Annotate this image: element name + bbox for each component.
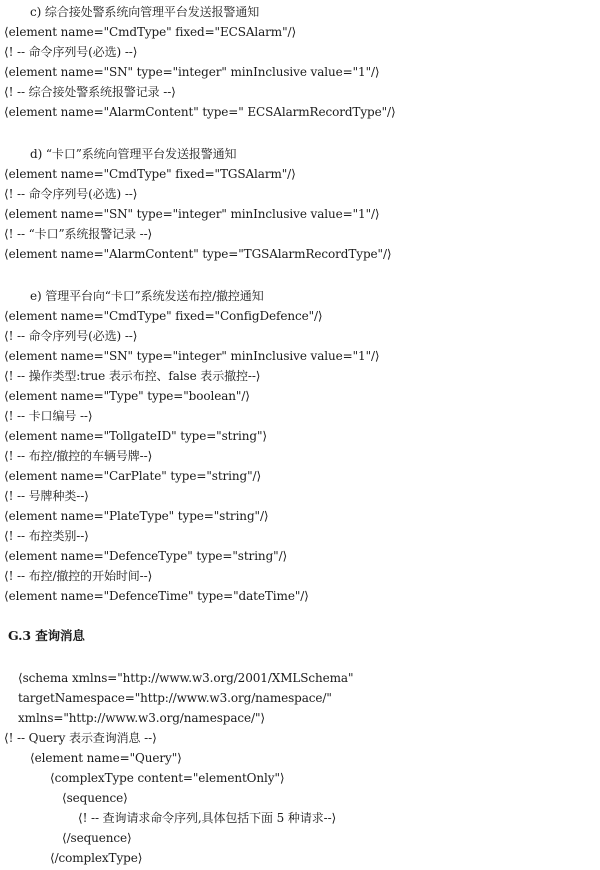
code-line: ⟨element name="Query"⟩ — [30, 751, 182, 765]
code-comment: ⟨! -- Query 表示查询消息 --⟩ — [4, 731, 157, 745]
section-heading-g3: G.3 查询消息 — [8, 628, 85, 643]
code-comment: ⟨! -- 综合接处警系统报警记录 --⟩ — [4, 85, 176, 99]
code-line: ⟨element name="CmdType" fixed="TGSAlarm"/⟩ — [4, 167, 296, 181]
code-line: ⟨element name="CarPlate" type="string"/⟩ — [4, 469, 262, 483]
code-line: xmlns="http://www.w3.org/namespace/"⟩ — [18, 711, 265, 725]
code-comment: ⟨! -- 布控/撤控的车辆号牌--⟩ — [4, 449, 153, 463]
code-line: ⟨element name="SN" type="integer" minInclusive value="1"/⟩ — [4, 65, 380, 79]
code-line: ⟨element name="CmdType" fixed="ConfigDefence"/⟩ — [4, 309, 323, 323]
code-line: ⟨element name="PlateType" type="string"/⟩ — [4, 509, 269, 523]
code-comment: ⟨! -- “卡口”系统报警记录 --⟩ — [4, 227, 153, 241]
code-line: ⟨element name="DefenceTime" type="dateTime"/⟩ — [4, 589, 309, 603]
subsection-heading-e: e) 管理平台向“卡口”系统发送布控/撤控通知 — [30, 289, 264, 303]
code-line: ⟨element name="DefenceType" type="string"/⟩ — [4, 549, 288, 563]
code-comment: ⟨! -- 布控/撤控的开始时间--⟩ — [4, 569, 153, 583]
code-comment: ⟨! -- 命令序列号(必选) --⟩ — [4, 45, 138, 59]
code-line: ⟨complexType content="elementOnly"⟩ — [50, 771, 285, 785]
subsection-heading-c: c) 综合接处警系统向管理平台发送报警通知 — [30, 5, 260, 19]
code-line: ⟨element name="CmdType" fixed="ECSAlarm"/⟩ — [4, 25, 297, 39]
code-comment: ⟨! -- 操作类型:true 表示布控、false 表示撤控--⟩ — [4, 369, 261, 383]
code-comment: ⟨! -- 号牌种类--⟩ — [4, 489, 89, 503]
code-line: ⟨element name="Type" type="boolean"/⟩ — [4, 389, 250, 403]
code-line: ⟨/complexType⟩ — [50, 851, 143, 865]
code-line: targetNamespace="http://www.w3.org/namespace/" — [18, 691, 332, 705]
code-line: ⟨element name="AlarmContent" type="TGSAlarmRecordType"/⟩ — [4, 247, 392, 261]
code-line: ⟨/sequence⟩ — [62, 831, 132, 845]
code-line: ⟨sequence⟩ — [62, 791, 128, 805]
code-line: ⟨schema xmlns="http://www.w3.org/2001/XMLSchema" — [18, 671, 354, 685]
code-comment: ⟨! -- 查询请求命令序列,具体包括下面 5 种请求--⟩ — [78, 811, 337, 825]
code-line: ⟨element name="SN" type="integer" minInclusive value="1"/⟩ — [4, 207, 380, 221]
code-line: ⟨element name="TollgateID" type="string"⟩ — [4, 429, 267, 443]
code-line: ⟨element name="AlarmContent" type=" ECSAlarmRecordType"/⟩ — [4, 105, 396, 119]
code-comment: ⟨! -- 命令序列号(必选) --⟩ — [4, 187, 138, 201]
code-comment: ⟨! -- 命令序列号(必选) --⟩ — [4, 329, 138, 343]
code-line: ⟨element name="SN" type="integer" minInclusive value="1"/⟩ — [4, 349, 380, 363]
code-comment: ⟨! -- 卡口编号 --⟩ — [4, 409, 93, 423]
code-comment: ⟨! -- 布控类别--⟩ — [4, 529, 89, 543]
subsection-heading-d: d) “卡口”系统向管理平台发送报警通知 — [30, 147, 237, 161]
